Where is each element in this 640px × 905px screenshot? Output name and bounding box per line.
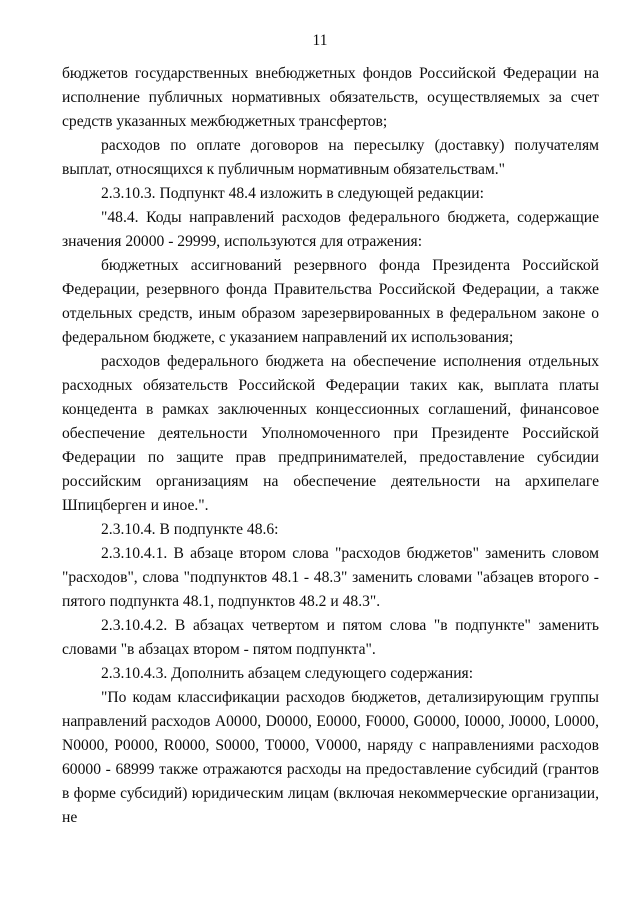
- paragraph-7: 2.3.10.4. В подпункте 48.6:: [101, 521, 279, 538]
- paragraph-9: 2.3.10.4.2. В абзацах четвертом и пятом слова "в подпункте" заменить словами "в абзацах втором - пятом подпункта".: [62, 617, 599, 658]
- paragraph-1-continued: бюджетов государственных внебюджетных фондов Российской Федерации на исполнение публичных нормативных обязательств, осуществляемых за счет средств указанных межбюджетных трансфертов;: [62, 65, 599, 130]
- paragraph-5: бюджетных ассигнований резервного фонда Президента Российской Федерации, резервного фонда Правительства Российской Федерации, а также отдельных средств, иным образом зарезервированных в федеральном законе о федеральном бюджете, с указанием направлений их использования;: [62, 257, 599, 346]
- paragraph-11: "По кодам классификации расходов бюджетов, детализирующим группы направлений расходов А0000, D0000, E0000, F0000, G0000, I0000, J0000, L0000, N0000, P0000, R0000, S0000, T0000, V0000, наряду с направлениями расходов 60000 - 68999 также отражаются расходы на предоставление субсидий (грантов в форме субсидий) юридическим лицам (включая некоммерческие организации, не: [62, 689, 599, 826]
- paragraph-6: расходов федерального бюджета на обеспечение исполнения отдельных расходных обязательств Российской Федерации таких как, выплата платы концедента в рамках заключенных концессионных соглашений, финансовое обеспечение деятельности Уполномоченного при Президенте Российской Федерации по защите прав предпринимателей, предоставление субсидии российским организациям на обеспечение деятельности на архипелаге Шпицберген и иное.".: [62, 353, 599, 514]
- paragraph-3: 2.3.10.3. Подпункт 48.4 изложить в следующей редакции:: [101, 185, 484, 202]
- page-number: 11: [312, 32, 328, 49]
- paragraph-8: 2.3.10.4.1. В абзаце втором слова "расходов бюджетов" заменить словом "расходов", слова "подпунктов 48.1 - 48.3" заменить словами "абзацев второго - пятого подпункта 48.1, подпунктов 48.2 и 48.3".: [62, 545, 599, 610]
- paragraph-4: "48.4. Коды направлений расходов федерального бюджета, содержащие значения 20000 - 29999, используются для отражения:: [62, 209, 599, 250]
- paragraph-2: расходов по оплате договоров на пересылку (доставку) получателям выплат, относящихся к публичным нормативным обязательствам.": [62, 137, 599, 178]
- paragraph-10: 2.3.10.4.3. Дополнить абзацем следующего содержания:: [101, 665, 474, 682]
- document-body: [62, 62, 599, 830]
